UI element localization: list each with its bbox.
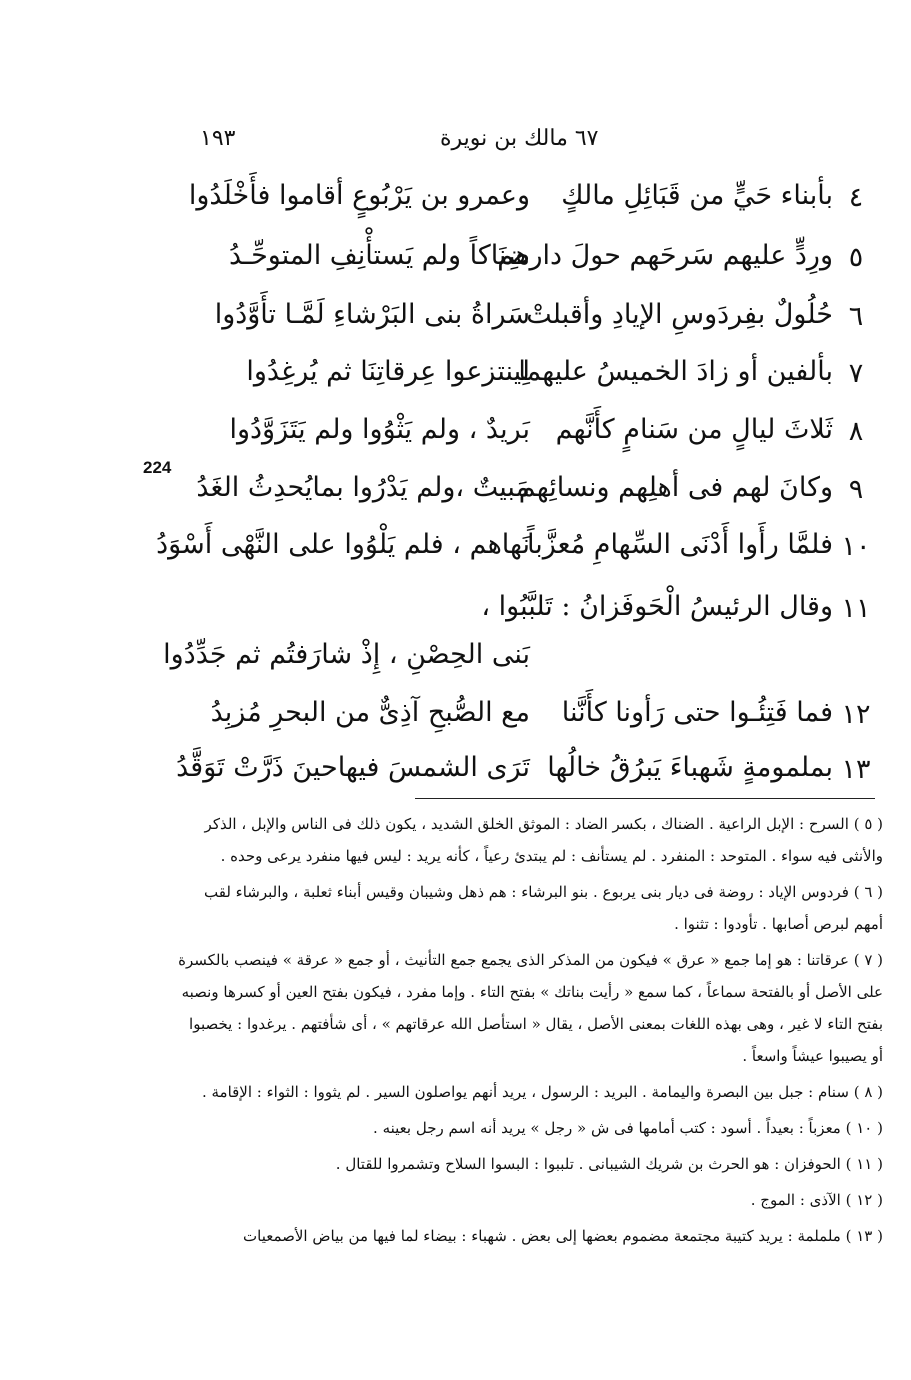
first-hemistich: فما فَتِئُـوا حتى رَأونا كأَنَّنا — [561, 697, 833, 728]
verse-number: ٧ — [848, 358, 864, 389]
verse-line — [0, 525, 911, 585]
footnote — [178, 1076, 883, 1108]
footnote — [178, 1184, 883, 1216]
footnote-text: الآذى : الموج . — [750, 1191, 841, 1209]
verse-line — [0, 693, 911, 753]
footnote-text: فردوس الإياد : روضة فى ديار بنى يربوع . بنو البرشاء : هم ذهل وشيبان وقيس أبناء ثعلبة ، والبرشاء لقب أمهم لبرص أصابها . تأودوا : تثنوا . — [204, 883, 883, 933]
footnote — [178, 1112, 883, 1144]
verse-line — [0, 410, 911, 470]
second-hemistich: بَنى الحِصْنِ ، إِذْ شارَفتُم ثم جَدِّدُوا — [163, 639, 530, 670]
second-hemistich: سَراةُ بنى البَرْشاءِ لَمَّـا تأَوَّدُوا — [214, 299, 530, 330]
verse-number: ٦ — [848, 301, 864, 332]
footnote-text: معزباً : بعيداً . أسود : كتب أمامها فى ش « رجل » يريد أنه اسم رجل بعينه . — [373, 1119, 841, 1137]
verse-number: ١٢ — [841, 699, 871, 730]
first-hemistich: ورِدٍّ عليهم سَرحَهم حولَ دارهم — [497, 240, 833, 271]
footnote — [178, 1220, 883, 1252]
verse-number: ٤ — [848, 182, 864, 213]
verse-line — [0, 236, 911, 296]
first-hemistich: حُلُولٌ بفِردَوسِ الإيادِ وأقبلتْ — [526, 299, 833, 330]
verse-number: ٨ — [848, 416, 864, 447]
footnote — [178, 1148, 883, 1180]
second-hemistich: وعمرو بن يَرْبُوعٍ أقاموا فأَخْلَدُوا — [188, 180, 530, 211]
second-hemistich: بَريدٌ ، ولم يَثْوُوا ولم يَتَزَوَّدُوا — [229, 414, 530, 445]
footnote-number: ( ٨ ) — [853, 1083, 883, 1101]
footnote — [178, 944, 883, 1072]
footnote-text: الحوفزان : هو الحرث بن شريك الشيبانى . تلببوا : البسوا السلاح وتشمروا للقتال . — [335, 1155, 841, 1173]
footnote-text: عرقاتنا : هو إما جمع « عرق » فيكون من المذكر الذى يجمع جمع التأنيث ، أو جمع « عرقة » فينصب بالكسرة على الأصل أو بالفتحة سماعاً ، كما سمع « رأيت بناتك » بفتح التاء . وإما مفرد ، فيكون بفتح العين أو كسرها ونصبه بفتح التاء لا غير ، وهى بهذه اللغات بمعنى الأصل ، يقال « استأصل الله عرقاتهم » ، أى شأفتهم . يرغدوا : يخصبوا أو يصيبوا عيشاً واسعاً . — [178, 951, 883, 1065]
footnote-number: ( ٧ ) — [853, 951, 883, 969]
verse-number: ١٠ — [841, 531, 871, 562]
verse-line — [0, 468, 911, 528]
footnote-number: ( ١٣ ) — [845, 1227, 883, 1245]
footnote — [178, 876, 883, 940]
footnote-text: سنام : جبل بين البصرة واليمامة . البريد : الرسول ، يريد أنهم يواصلون السير . لم يثووا : الثواء : الإقامة . — [201, 1083, 849, 1101]
second-hemistich: ضِنَاكاً ولم يَستأْنِفِ المتوحِّـدُ — [228, 240, 530, 271]
verse-line — [0, 176, 911, 236]
footnotes — [178, 808, 883, 1256]
page-number: ١٩٣ — [200, 126, 236, 151]
first-hemistich: بملمومةٍ شَهباءَ يَبرُقُ خالُها — [547, 752, 833, 783]
footnote-number: ( ١١ ) — [845, 1155, 883, 1173]
second-hemistich: مَبيتٌ ،ولم يَدْرُوا بمايُحدِثُ الغَدُ — [196, 472, 530, 503]
verse-line — [0, 635, 911, 695]
verse-line — [0, 748, 911, 808]
footnote-number: ( ٦ ) — [853, 883, 883, 901]
second-hemistich: مع الصُّبحِ آذِىٌّ من البحرِ مُزبِدُ — [210, 697, 530, 728]
footnote — [178, 808, 883, 872]
second-hemistich: لِينتزعوا عِرقاتِنَا ثم يُرغِدُوا — [246, 356, 530, 387]
verse-number: ١١ — [841, 593, 871, 624]
first-hemistich: ثَلاثَ ليالٍ من سَنامٍ كأَنَّهم — [555, 414, 833, 445]
first-hemistich: بألفين أو زادَ الخميسُ عليهما — [518, 356, 833, 387]
verse-line — [0, 352, 911, 412]
first-hemistich: فلمَّا رأَوا أَدْنَى السِّهامِ مُعزَّباً — [527, 529, 833, 560]
first-hemistich: وقال الرئيسُ الْحَوفَزانُ : تَلبَّبُوا ، — [481, 591, 833, 622]
footnote-divider — [415, 798, 875, 799]
verse-number: ٥ — [848, 242, 864, 273]
running-header: ٦٧ مالك بن نويرة — [440, 126, 599, 151]
second-hemistich: نَهاهم ، فلم يَلْوُوا على النَّهْى أَسْوَدُ — [156, 529, 530, 560]
footnote-number: ( ٥ ) — [853, 815, 883, 833]
side-page-number: 224 — [143, 458, 172, 477]
verse-line — [0, 295, 911, 355]
verse-number: ٩ — [848, 474, 864, 505]
first-hemistich: وكانَ لهم فى أهلِهم ونسائِهم — [518, 472, 833, 503]
first-hemistich: بأبناء حَيٍّ من قَبَائِلِ مالكٍ — [561, 180, 833, 211]
footnote-text: السرح : الإبل الراعية . الضناك ، بكسر الضاد : الموثق الخلق الشديد ، يكون ذلك فى الناس والإبل ، الذكر والأنثى فيه سواء . المتوحد : المنفرد . لم يستأنف : لم يبتدئ رعياً ، كأنه يريد : ليس فيها منفرد يرعى وحده . — [204, 815, 883, 865]
footnote-text: ململمة : يريد كتيبة مجتمعة مضموم بعضها إلى بعض . شهباء : بيضاء لما فيها من بياض الأصمعيات — [243, 1227, 841, 1245]
verse-number: ١٣ — [841, 754, 871, 785]
footnote-number: ( ١٢ ) — [845, 1191, 883, 1209]
footnote-number: ( ١٠ ) — [845, 1119, 883, 1137]
second-hemistich: تَرَى الشمسَ فيهاحينَ ذَرَّتْ تَوَقَّدُ — [176, 752, 530, 783]
